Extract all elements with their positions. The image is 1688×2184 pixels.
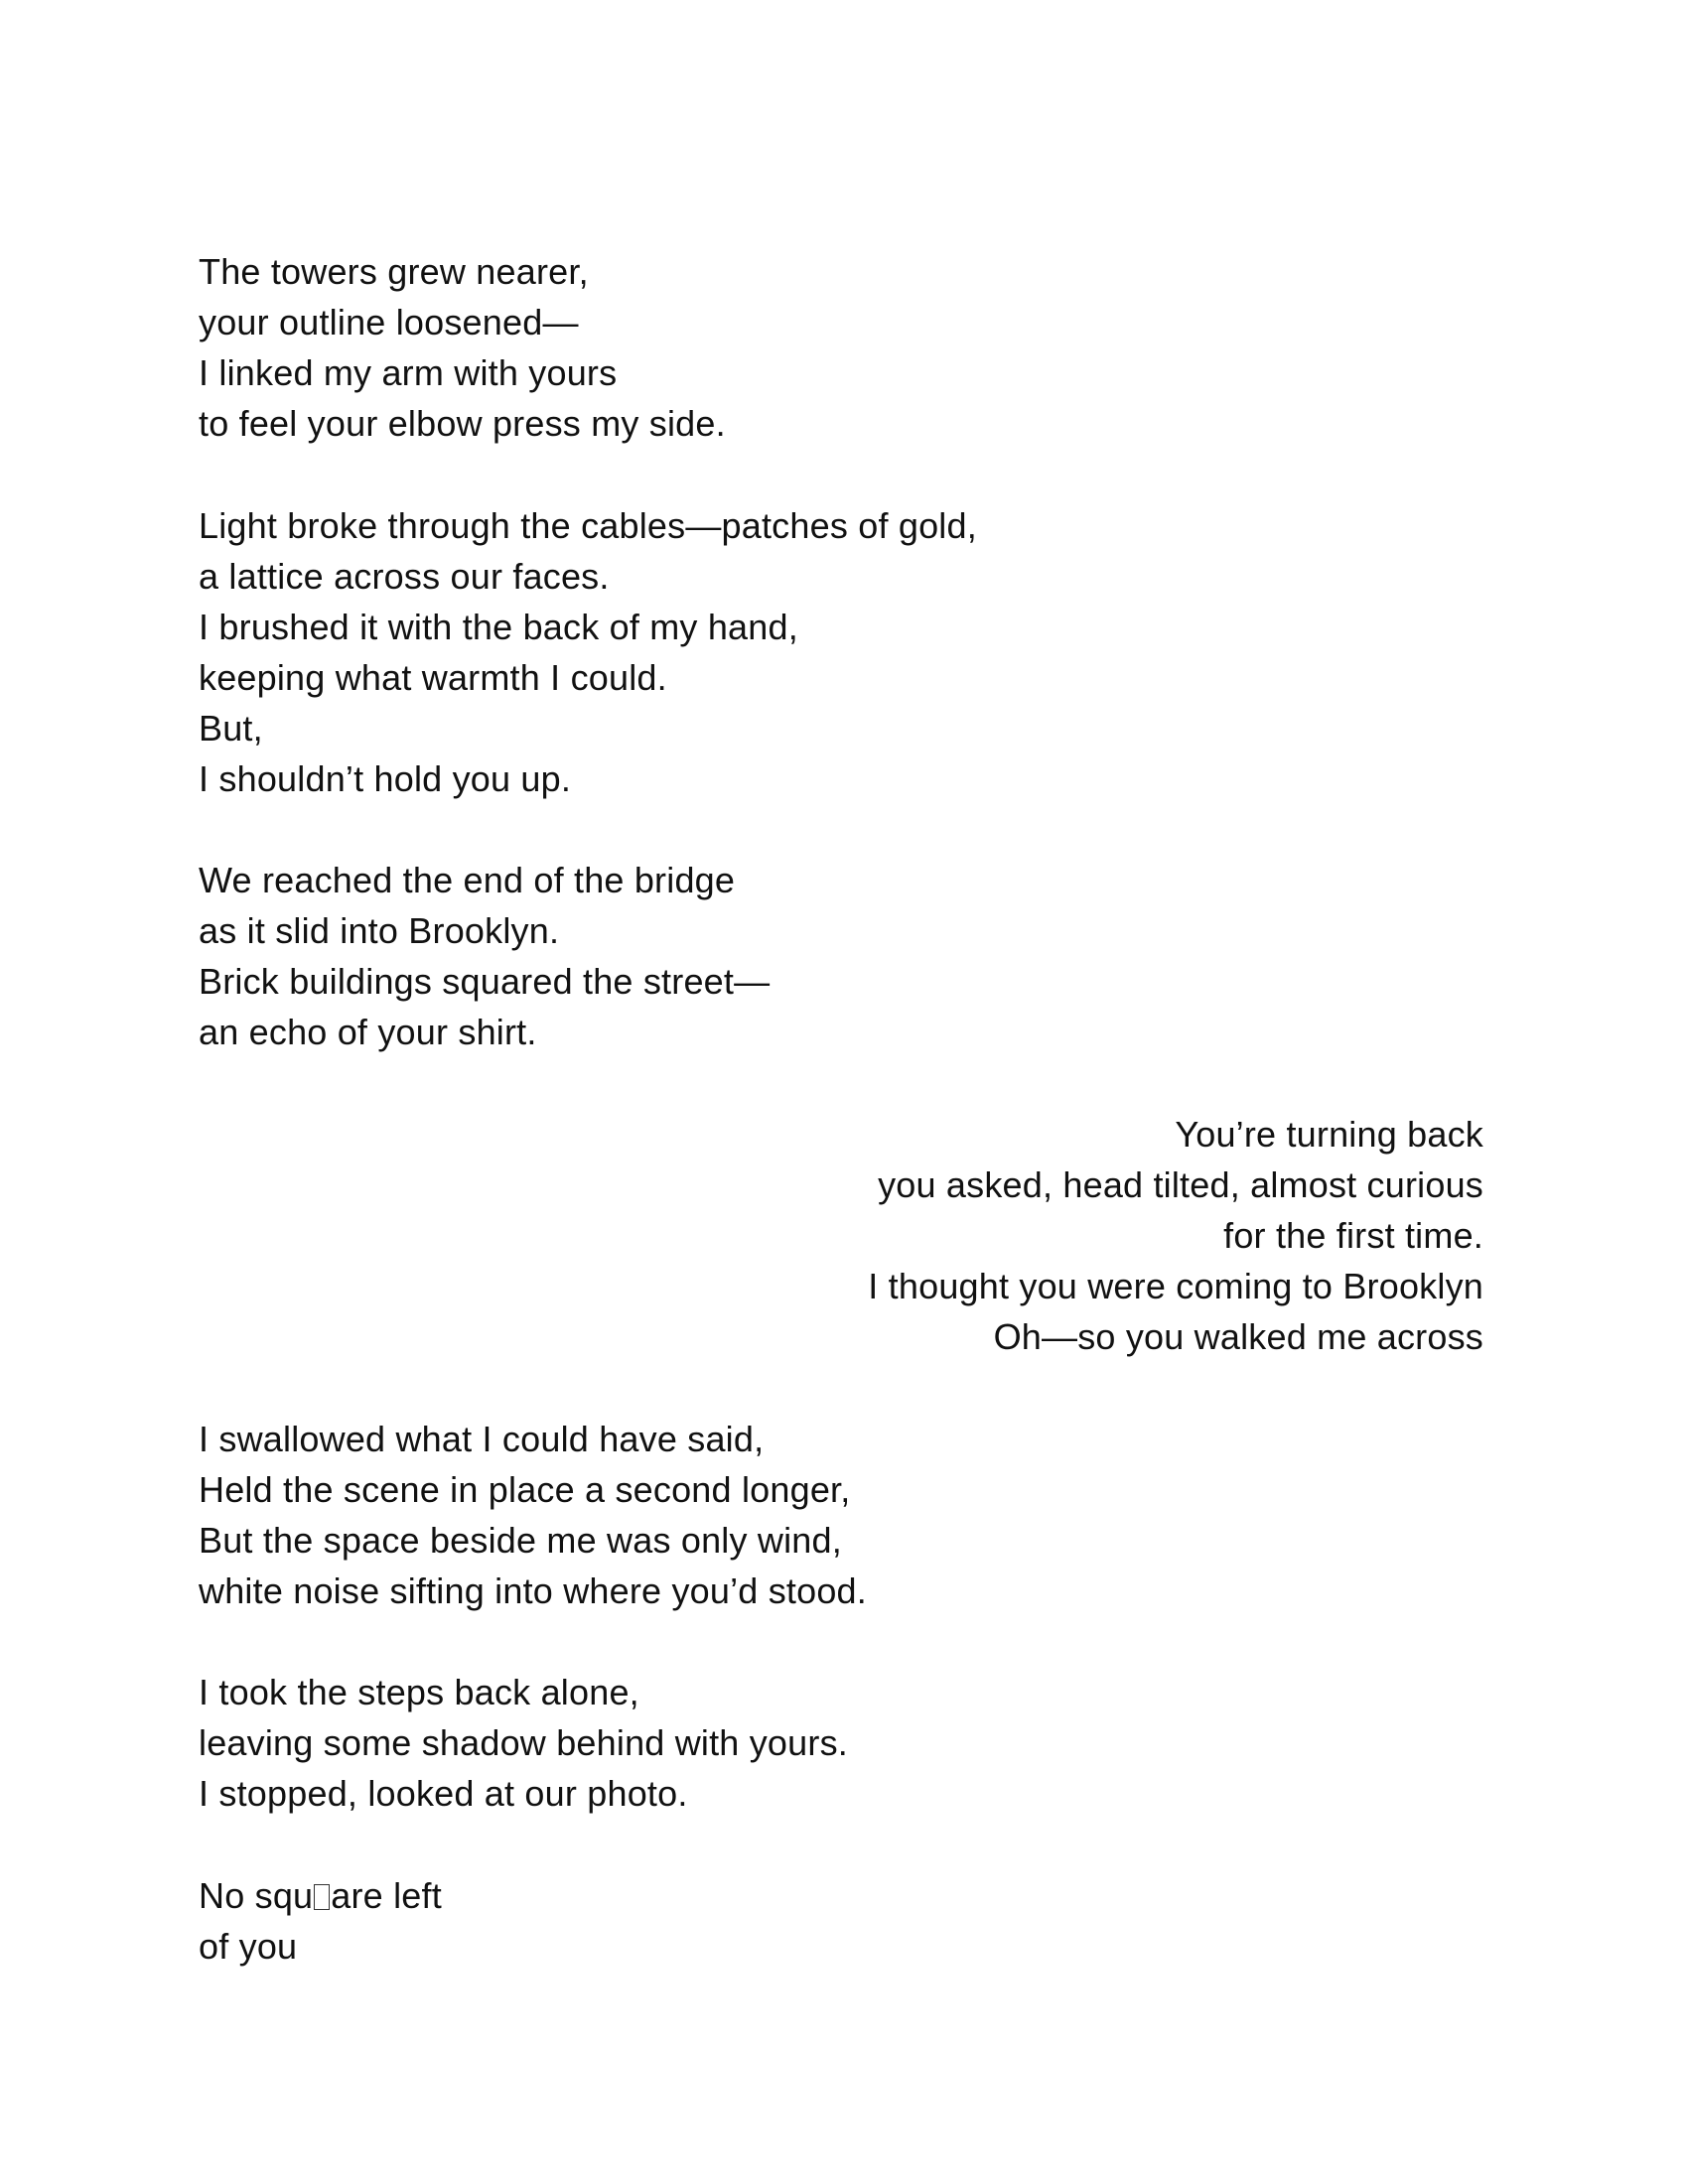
stanza-7 [199,1870,442,1972]
poem-line: You’re turning back [1175,1114,1483,1155]
poem-line: The towers grew nearer, [199,251,589,292]
stanza-5 [199,1414,867,1616]
poem-line: I swallowed what I could have said, [199,1419,765,1459]
poem-line: I took the steps back alone, [199,1672,639,1712]
missing-glyph-box-icon [314,1884,330,1910]
poem-line: I stopped, looked at our photo. [199,1773,688,1814]
poem-line: We reached the end of the bridge [199,860,736,900]
stanza-1 [199,246,726,449]
poem-line: white noise sifting into where you’d stood. [199,1570,867,1611]
poem-line: I shouldn’t hold you up. [199,758,572,799]
poem-line: Brick buildings squared the street— [199,961,771,1002]
poem-line [199,1870,442,1921]
poem-line: But, [199,708,263,749]
poem-line: I thought you were coming to Brooklyn [868,1266,1483,1306]
poem-line: for the first time. [1223,1215,1483,1256]
stanza-3 [199,855,770,1057]
poem-line: of you [199,1926,298,1967]
poem-line: Light broke through the cables—patches of gold, [199,505,977,546]
poem-line: Held the scene in place a second longer, [199,1469,851,1510]
stanza-2 [199,500,977,804]
poem-line: I brushed it with the back of my hand, [199,607,798,647]
poem-line: your outline loosened— [199,302,579,342]
poem-line: leaving some shadow behind with yours. [199,1722,848,1763]
poem-line: you asked, head tilted, almost curious [878,1164,1483,1205]
stanza-6 [199,1667,848,1819]
poem-line: keeping what warmth I could. [199,657,667,698]
poem-line-start: No squ [199,1875,314,1916]
poem-line: But the space beside me was only wind, [199,1520,842,1561]
poem-line: Oh—so you walked me across [993,1316,1483,1357]
poem-line-end: are left [331,1875,442,1916]
poem-line: a lattice across our faces. [199,556,610,597]
poem-line: an echo of your shirt. [199,1012,537,1052]
poem-line: to feel your elbow press my side. [199,403,726,444]
poem-line: I linked my arm with yours [199,352,618,393]
stanza-4-right-aligned [868,1109,1483,1362]
poem-line: as it slid into Brooklyn. [199,910,560,951]
